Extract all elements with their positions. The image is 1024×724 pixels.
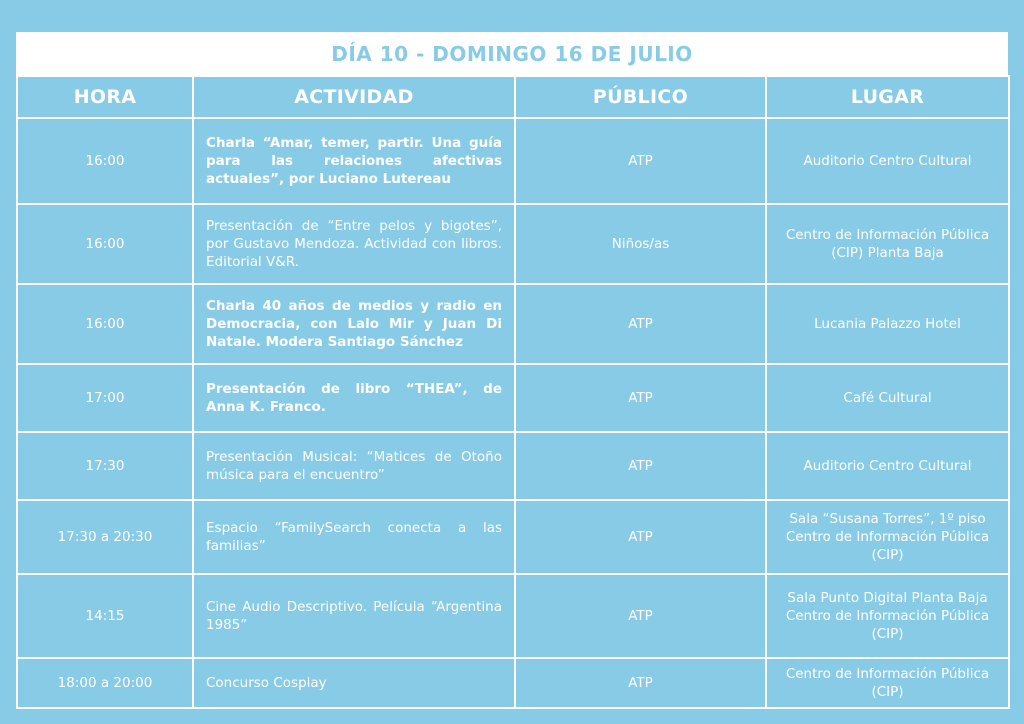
actividad-cell: Presentación de “Entre pelos y bigotes”, por Gustavo Mendoza. Actividad con libros. Editorial V&R. bbox=[193, 204, 515, 284]
lugar-cell: Centro de Información Pública (CIP) Planta Baja bbox=[766, 204, 1009, 284]
lugar-cell: Auditorio Centro Cultural bbox=[766, 432, 1009, 500]
lugar-cell: Sala “Susana Torres”, 1º piso Centro de Información Pública (CIP) bbox=[766, 500, 1009, 574]
lugar-cell: Centro de Información Pública (CIP) bbox=[766, 658, 1009, 708]
table-row bbox=[17, 500, 1009, 574]
schedule-table bbox=[16, 75, 1010, 709]
actividad-cell: Concurso Cosplay bbox=[193, 658, 515, 708]
publico-cell: ATP bbox=[515, 364, 766, 432]
publico-cell: ATP bbox=[515, 118, 766, 204]
hora-cell: 17:00 bbox=[17, 364, 193, 432]
header-lugar: LUGAR bbox=[766, 76, 1009, 118]
actividad-cell: Presentación de libro “THEA”, de Anna K. Franco. bbox=[193, 364, 515, 432]
lugar-cell: Café Cultural bbox=[766, 364, 1009, 432]
actividad-cell: Charla 40 años de medios y radio en Democracia, con Lalo Mir y Juan Di Natale. Modera Santiago Sánchez bbox=[193, 284, 515, 364]
table-row bbox=[17, 432, 1009, 500]
hora-cell: 16:00 bbox=[17, 118, 193, 204]
actividad-cell: Espacio “FamilySearch conecta a las familias” bbox=[193, 500, 515, 574]
table-row bbox=[17, 204, 1009, 284]
publico-cell: ATP bbox=[515, 432, 766, 500]
table-row bbox=[17, 658, 1009, 708]
table-row bbox=[17, 118, 1009, 204]
page-title: DÍA 10 - DOMINGO 16 DE JULIO bbox=[331, 41, 693, 66]
lugar-cell: Sala Punto Digital Planta Baja Centro de Información Pública (CIP) bbox=[766, 574, 1009, 658]
schedule-page bbox=[16, 32, 1008, 706]
publico-cell: ATP bbox=[515, 574, 766, 658]
publico-cell: ATP bbox=[515, 658, 766, 708]
actividad-cell: Charla “Amar, temer, partir. Una guía para las relaciones afectivas actuales”, por Luciano Lutereau bbox=[193, 118, 515, 204]
actividad-cell: Presentación Musical: “Matices de Otoño música para el encuentro” bbox=[193, 432, 515, 500]
hora-cell: 16:00 bbox=[17, 204, 193, 284]
publico-cell: ATP bbox=[515, 500, 766, 574]
actividad-cell: Cine Audio Descriptivo. Película “Argentina 1985” bbox=[193, 574, 515, 658]
hora-cell: 14:15 bbox=[17, 574, 193, 658]
lugar-cell: Auditorio Centro Cultural bbox=[766, 118, 1009, 204]
header-hora: HORA bbox=[17, 76, 193, 118]
header-actividad: ACTIVIDAD bbox=[193, 76, 515, 118]
hora-cell: 18:00 a 20:00 bbox=[17, 658, 193, 708]
header-row bbox=[17, 76, 1009, 118]
publico-cell: Niños/as bbox=[515, 204, 766, 284]
table-row bbox=[17, 284, 1009, 364]
publico-cell: ATP bbox=[515, 284, 766, 364]
table-row bbox=[17, 364, 1009, 432]
header-publico: PÚBLICO bbox=[515, 76, 766, 118]
hora-cell: 16:00 bbox=[17, 284, 193, 364]
hora-cell: 17:30 a 20:30 bbox=[17, 500, 193, 574]
title-bar bbox=[16, 32, 1008, 75]
hora-cell: 17:30 bbox=[17, 432, 193, 500]
table-row bbox=[17, 574, 1009, 658]
lugar-cell: Lucania Palazzo Hotel bbox=[766, 284, 1009, 364]
